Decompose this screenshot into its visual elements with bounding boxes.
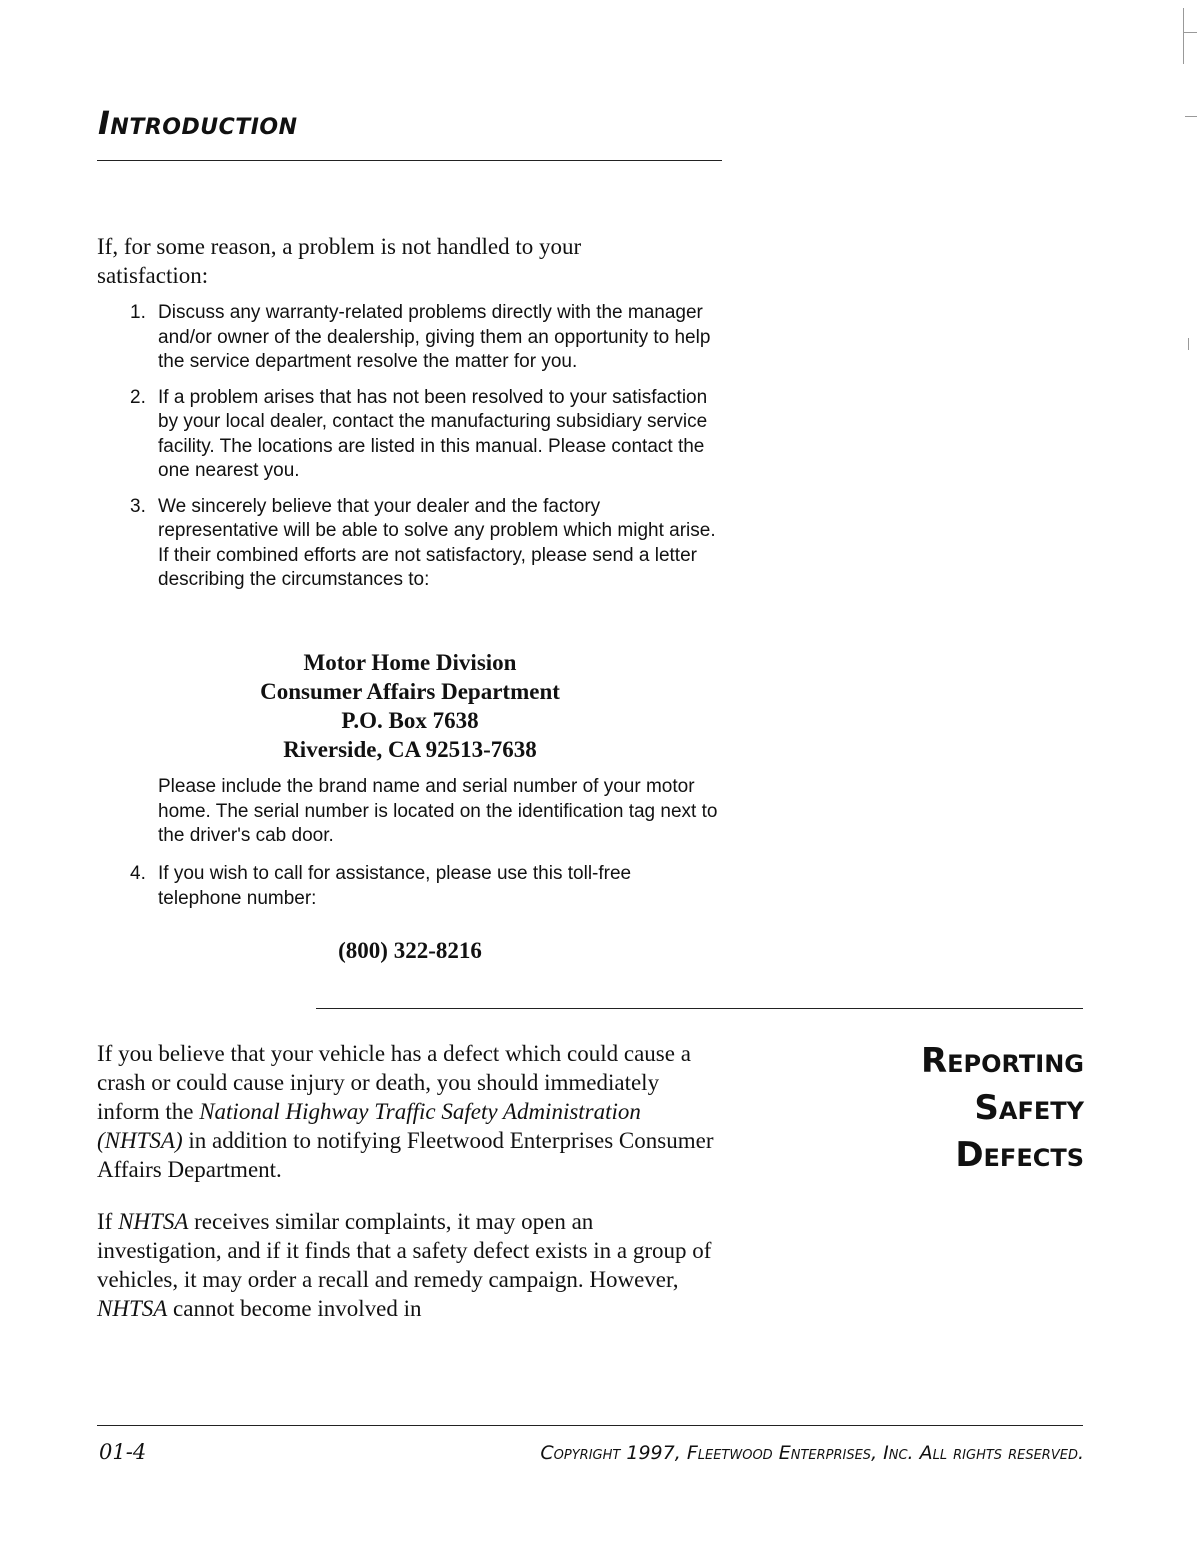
list-item	[130, 862, 730, 911]
scan-mark	[1183, 32, 1197, 33]
steps-list	[130, 301, 730, 604]
text-run: cannot become involved in	[167, 1296, 422, 1321]
page-title: Introduction	[98, 104, 298, 142]
title-rule	[97, 160, 722, 161]
scan-mark	[1188, 338, 1189, 350]
agency-name: National Highway Traffic Safety Administration (NHTSA)	[97, 1099, 641, 1153]
list-item-text: Discuss any warranty-related problems directly with the manager and/or owner of the dealership, giving them an opportunity to help the service department resolve the matter for you.	[158, 302, 711, 372]
address-line: Consumer Affairs Department	[260, 679, 560, 704]
list-item	[130, 495, 730, 593]
heading-line: Defects	[955, 1135, 1084, 1175]
agency-abbrev: NHTSA	[97, 1296, 168, 1321]
list-item	[130, 301, 730, 375]
mailing-address	[160, 648, 660, 764]
investigation-paragraph	[97, 1207, 717, 1323]
copyright-notice: Copyright 1997, Fleetwood Enterprises, Inc. All rights reserved.	[540, 1442, 1084, 1464]
text-run: If you believe that your vehicle has a defect which could cause a crash or could cause injury or death, you should immediately inform the	[97, 1041, 691, 1124]
section-heading	[921, 1038, 1084, 1179]
list-item-number: 3.	[130, 495, 146, 517]
address-line: Motor Home Division	[303, 650, 517, 675]
footer-rule	[97, 1425, 1083, 1426]
list-item	[130, 386, 730, 484]
scan-mark	[1183, 8, 1184, 64]
list-item-text: If a problem arises that has not been resolved to your satisfaction by your local dealer, contact the manufacturing subsidiary service facility. The locations are listed in this manual. Please contact the one nearest you.	[158, 386, 708, 481]
serial-number-note: Please include the brand name and serial number of your motor home. The serial number is located on the identification tag next to the driver's cab door.	[158, 776, 718, 846]
heading-line: Safety	[974, 1088, 1084, 1128]
list-item-number: 4.	[130, 863, 146, 884]
list-item-number: 2.	[130, 386, 146, 408]
intro-paragraph: If, for some reason, a problem is not handled to your satisfaction:	[97, 234, 582, 288]
list-item-text: If you wish to call for assistance, please use this toll-free telephone number:	[158, 863, 632, 909]
scan-mark	[1185, 116, 1197, 117]
text-run: receives similar complaints, it may open an investigation, and if it finds that a safety defect exists in a group of vehicles, it may order a recall and remedy campaign. However,	[97, 1209, 712, 1292]
section-rule	[316, 1008, 1083, 1009]
address-line: Riverside, CA 92513-7638	[283, 737, 537, 762]
page-number: 01-4	[99, 1440, 147, 1464]
list-item-number: 1.	[130, 302, 146, 323]
address-line: P.O. Box 7638	[341, 708, 479, 733]
heading-line: Reporting	[920, 1041, 1084, 1081]
steps-list-continued	[130, 862, 730, 911]
text-run: If	[97, 1209, 119, 1234]
text-run: in addition to notifying Fleetwood Enterprises Consumer Affairs Department.	[97, 1128, 714, 1182]
nhtsa-paragraph	[97, 1039, 717, 1184]
toll-free-phone: (800) 322-8216	[338, 938, 482, 963]
list-item-text: We sincerely believe that your dealer and the factory representative will be able to solve any problem which might arise. If their combined efforts are not satisfactory, please send a letter describing the circumstances to:	[158, 495, 716, 590]
agency-abbrev: NHTSA	[118, 1209, 189, 1234]
